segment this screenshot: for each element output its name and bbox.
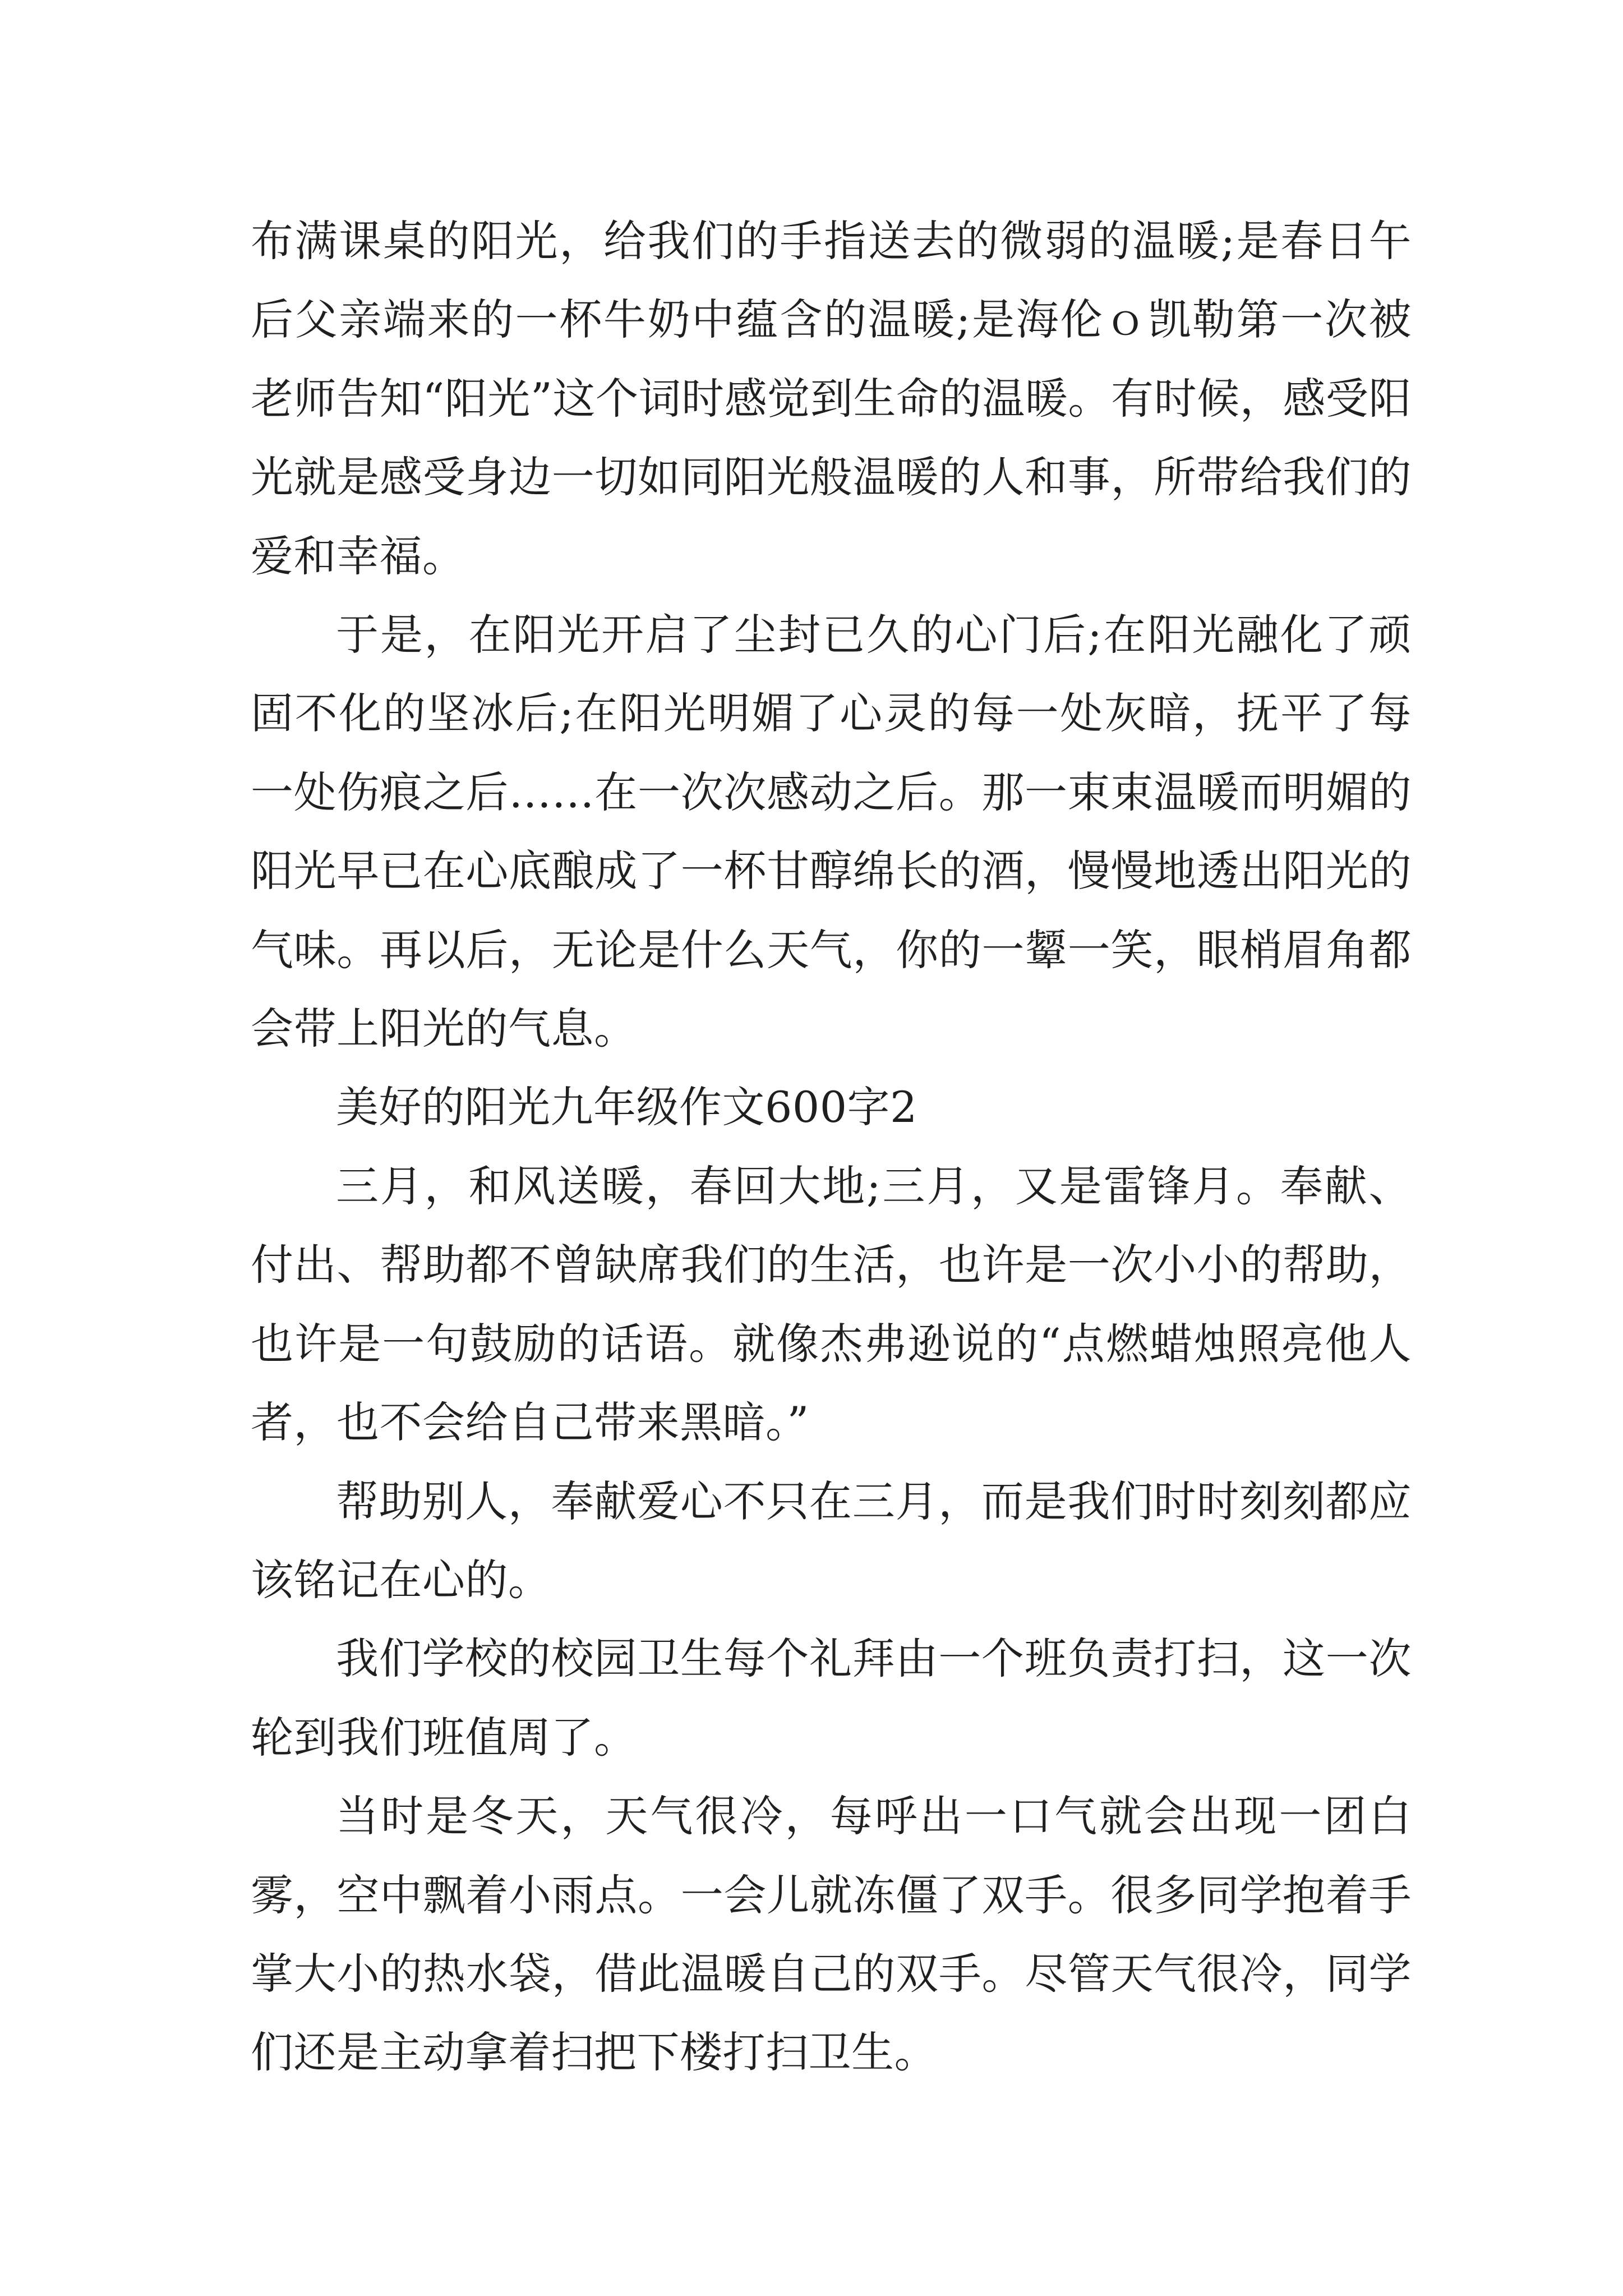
section-heading: 美好的阳光九年级作文600字2 xyxy=(336,1082,917,1133)
paragraph-1: 布满课桌的阳光，给我们的手指送去的微弱的温暖;是春日午后父亲端来的一杯牛奶中蕴含的温暖;是海伦ｏ凯勒第一次被老师告知“阳光”这个词时感觉到生命的温暖。有时候，感受阳光就是感受身边一切如同阳光般温暖的人和事，所带给我们的爱和幸福。 xyxy=(251,216,1412,581)
document-body xyxy=(251,202,1412,2092)
paragraph-5: 我们学校的校园卫生每个礼拜由一个班负责打扫，这一次轮到我们班值周了。 xyxy=(251,1634,1412,1763)
paragraph-6: 当时是冬天，天气很冷，每呼出一口气就会出现一团白雾，空中飘着小雨点。一会儿就冻僵了双手。很多同学抱着手掌大小的热水袋，借此温暖自己的双手。尽管天气很冷，同学们还是主动拿着扫把下楼打扫卫生。 xyxy=(251,1791,1412,2078)
paragraph-2: 于是，在阳光开启了尘封已久的心门后;在阳光融化了顽固不化的坚冰后;在阳光明媚了心灵的每一处灰暗，抚平了每一处伤痕之后……在一次次感动之后。那一束束温暖而明媚的阳光早已在心底酿成了一杯甘醇绵长的酒，慢慢地透出阳光的气味。再以后，无论是什么天气，你的一颦一笑，眼梢眉角都会带上阳光的气息。 xyxy=(251,610,1412,1054)
paragraph-3: 三月，和风送暖，春回大地;三月，又是雷锋月。奉献、付出、帮助都不曾缺席我们的生活，也许是一次小小的帮助，也许是一句鼓励的话语。就像杰弗逊说的“点燃蜡烛照亮他人者，也不会给自己带来黑暗。” xyxy=(251,1161,1412,1448)
paragraph-4: 帮助别人，奉献爱心不只在三月，而是我们时时刻刻都应该铭记在心的。 xyxy=(251,1476,1412,1605)
